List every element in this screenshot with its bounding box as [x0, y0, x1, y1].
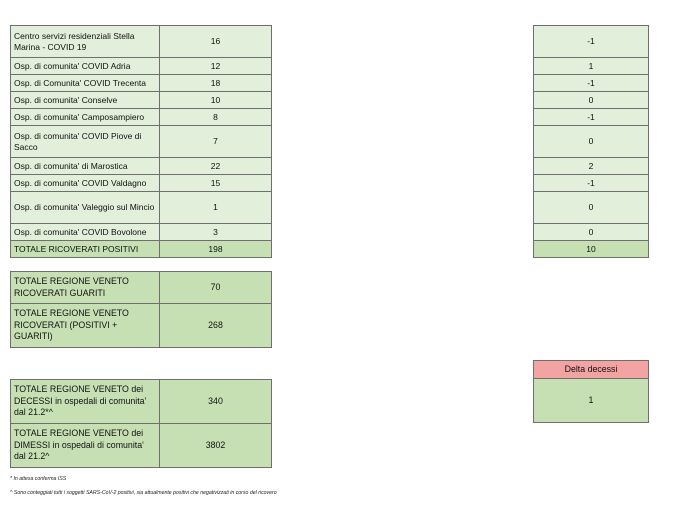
discharges-label: TOTALE REGIONE VENETO dei DIMESSI in ospedali di comunita' dal 21.2^	[11, 424, 160, 468]
deaths-label: TOTALE REGIONE VENETO dei DECESSI in ospedali di comunita' dal 21.2*^	[11, 380, 160, 424]
delta-deaths-body	[534, 361, 649, 423]
hospital-delta: 0	[534, 92, 649, 109]
deaths-discharges-table	[10, 379, 272, 468]
table-row	[534, 192, 649, 224]
region-total-value: 70	[160, 272, 272, 304]
hospital-name: Osp. di comunita' Camposampiero	[11, 109, 160, 126]
hospital-positive-count: 10	[160, 92, 272, 109]
hospital-positive-count: 8	[160, 109, 272, 126]
hospital-delta: 1	[534, 58, 649, 75]
table-row	[534, 175, 649, 192]
hospital-name: Centro servizi residenziali Stella Marina - COVID 19	[11, 26, 160, 58]
table-row	[11, 175, 272, 192]
table-row	[11, 424, 272, 468]
hospital-delta: -1	[534, 109, 649, 126]
table-row	[11, 75, 272, 92]
total-positive-value: 198	[160, 241, 272, 258]
delta-deaths-table	[533, 360, 649, 423]
delta-deaths-header: Delta decessi	[534, 361, 649, 379]
hospital-positive-count: 1	[160, 192, 272, 224]
region-total-value: 268	[160, 304, 272, 348]
hospital-positive-count: 18	[160, 75, 272, 92]
table-row	[534, 92, 649, 109]
table-row	[11, 304, 272, 348]
table-row	[534, 26, 649, 58]
total-positive-delta: 10	[534, 241, 649, 258]
deaths-discharges-body	[11, 380, 272, 468]
hospital-positive-count: 12	[160, 58, 272, 75]
region-total-label: TOTALE REGIONE VENETO RICOVERATI GUARITI	[11, 272, 160, 304]
hospital-name: Osp. di comunita' Conselve	[11, 92, 160, 109]
total-positive-label: TOTALE RICOVERATI POSITIVI	[11, 241, 160, 258]
delta-table	[533, 25, 649, 258]
table-row	[11, 380, 272, 424]
deaths-value: 340	[160, 380, 272, 424]
hospital-positive-count: 15	[160, 175, 272, 192]
delta-deaths-value: 1	[534, 379, 649, 423]
table-row	[11, 109, 272, 126]
table-row	[11, 58, 272, 75]
table-row	[11, 272, 272, 304]
hospital-positive-count: 16	[160, 26, 272, 58]
total-positive-delta-row	[534, 241, 649, 258]
region-totals-body	[11, 272, 272, 348]
hospital-name: Osp. di comunita' COVID Bovolone	[11, 224, 160, 241]
region-totals-table	[10, 271, 272, 348]
hospital-delta: -1	[534, 175, 649, 192]
hospital-delta: 0	[534, 224, 649, 241]
hospital-positive-count: 22	[160, 158, 272, 175]
hospital-delta: -1	[534, 75, 649, 92]
table-row	[534, 224, 649, 241]
hospital-table-body	[11, 26, 272, 258]
footnote-positive: ^ Sono conteggiati tutti i soggetti SARS-CoV-2 positivi, sia attualmente positivi che negativizzati in corso del ricovero	[10, 490, 277, 496]
hospital-table	[10, 25, 272, 258]
hospital-name: Osp. di comunita' COVID Piove di Sacco	[11, 126, 160, 158]
delta-table-body	[534, 26, 649, 258]
hospital-positive-count: 3	[160, 224, 272, 241]
table-row	[11, 192, 272, 224]
hospital-name: Osp. di comunita' Valeggio sul Mincio	[11, 192, 160, 224]
table-row	[534, 109, 649, 126]
hospital-delta: -1	[534, 26, 649, 58]
hospital-name: Osp. di Comunita' COVID Trecenta	[11, 75, 160, 92]
hospital-name: Osp. di comunita' COVID Adria	[11, 58, 160, 75]
hospital-delta: 0	[534, 192, 649, 224]
delta-deaths-value-row	[534, 379, 649, 423]
table-row	[11, 26, 272, 58]
table-row	[534, 158, 649, 175]
table-row	[534, 126, 649, 158]
footnote-iss: * In attesa conferma ISS	[10, 476, 67, 482]
hospital-name: Osp. di comunita' di Marostica	[11, 158, 160, 175]
hospital-delta: 0	[534, 126, 649, 158]
table-row	[11, 158, 272, 175]
hospital-delta: 2	[534, 158, 649, 175]
hospital-positive-count: 7	[160, 126, 272, 158]
discharges-value: 3802	[160, 424, 272, 468]
total-positive-row	[11, 241, 272, 258]
table-row	[534, 58, 649, 75]
table-row	[534, 75, 649, 92]
table-row	[11, 126, 272, 158]
delta-deaths-header-row	[534, 361, 649, 379]
table-row	[11, 92, 272, 109]
hospital-name: Osp. di comunita' COVID Valdagno	[11, 175, 160, 192]
region-total-label: TOTALE REGIONE VENETO RICOVERATI (POSITIVI + GUARITI)	[11, 304, 160, 348]
table-row	[11, 224, 272, 241]
